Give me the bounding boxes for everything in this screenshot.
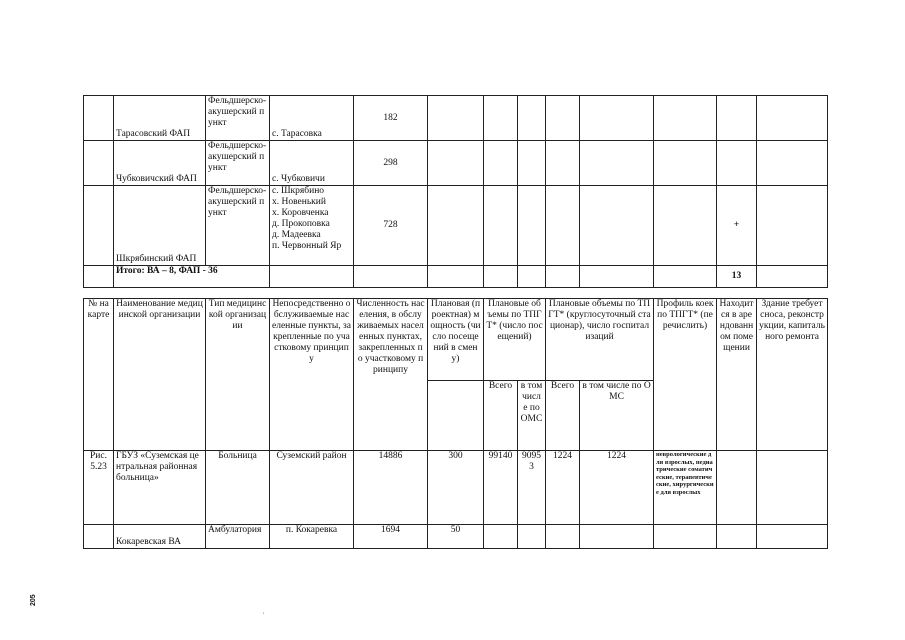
capacity-value: 50 — [428, 525, 484, 549]
header-volumes-tpgt: Плановые объемы по ТПГТ* (число посещений) — [484, 299, 546, 381]
hosp-total: 1224 — [546, 451, 580, 525]
header-name: Наименование медицинской организации — [114, 299, 206, 451]
facility-type: Фельдшерско-акушерский пункт — [206, 186, 270, 266]
header-volumes-inpatient: Плановые объемы по ТПГТ* (круглосуточный стационар), число госпитализаций — [546, 299, 654, 381]
rented-flag — [717, 451, 757, 525]
header-capacity: Плановая (проектная) мощность (число посещений в смену) — [428, 299, 484, 381]
facility-name: ГБУЗ «Суземская центральная районная больница» — [114, 451, 206, 525]
visits-total — [484, 525, 518, 549]
table-row — [84, 186, 828, 266]
capacity-value: 300 — [428, 451, 484, 525]
visits-total: 99140 — [484, 451, 518, 525]
total-row — [84, 266, 828, 288]
table-row — [84, 451, 828, 525]
rented-flag — [717, 141, 757, 186]
header-population: Численность населения, в обслуживаемых населенных пунктах, закрепленных по участковому принципу — [354, 299, 428, 451]
header-beds: Профиль коек по ТПГТ* (перечислить) — [654, 299, 717, 451]
header-building: Здание требует сноса, реконструкции, капитального ремонта — [757, 299, 828, 451]
population-value: 182 — [354, 96, 428, 141]
table-row — [84, 96, 828, 141]
main-table — [83, 298, 828, 549]
rented-flag — [717, 96, 757, 141]
facility-type: Фельдшерско-акушерский пункт — [206, 141, 270, 186]
header-served: Непосредственно обслуживаемые населенные пункты, закрепленные по участковому принципу — [270, 299, 354, 451]
header-total: Всего — [484, 381, 518, 451]
facility-name: Кокаревская ВА — [114, 525, 206, 549]
visits-oms — [518, 525, 546, 549]
served-places: п. Кокаревка — [270, 525, 354, 549]
header-row — [84, 299, 828, 381]
rented-flag: + — [717, 186, 757, 266]
header-num: № на карте — [84, 299, 114, 451]
header-total2: Всего — [546, 381, 580, 451]
facility-type: Амбулатория — [206, 525, 270, 549]
facility-name: Тарасовский ФАП — [114, 96, 206, 141]
beds-profile: неврологические для взрослых, педиатрические соматические, терапевтические, хирургические для взрослых — [654, 451, 717, 525]
header-incl-oms: в том числе по ОМС — [518, 381, 546, 451]
served-places: с. Шкрябино х. Новенький х. Коровченка д. Прокоповка д. Мадеевка п. Червонный Яр — [270, 186, 354, 266]
served-places: Суземский район — [270, 451, 354, 525]
scan-mark: , — [263, 609, 265, 615]
rented-flag — [717, 525, 757, 549]
header-type: Тип медицинской организации — [206, 299, 270, 451]
total-value: 13 — [717, 266, 757, 288]
building-flag — [757, 451, 828, 525]
map-num — [84, 525, 114, 549]
population-value: 1694 — [354, 525, 428, 549]
served-places: с. Тарасовка — [270, 96, 354, 141]
top-table — [83, 95, 828, 288]
visits-oms: 90953 — [518, 451, 546, 525]
beds-profile — [654, 525, 717, 549]
population-value: 298 — [354, 141, 428, 186]
facility-name: Чубковичский ФАП — [114, 141, 206, 186]
facility-name: Шкрябинский ФАП — [114, 186, 206, 266]
population-value: 728 — [354, 186, 428, 266]
building-flag — [757, 525, 828, 549]
served-places: с. Чубковичи — [270, 141, 354, 186]
header-rented: Находится в арендованном помещении — [717, 299, 757, 451]
total-label: Итого: ВА – 8, ФАП - 36 — [114, 266, 270, 288]
facility-type: Больница — [206, 451, 270, 525]
table-row — [84, 525, 828, 549]
table-row — [84, 141, 828, 186]
header-incl-oms2: в том числе по ОМС — [580, 381, 654, 451]
map-num: Рис. 5.23 — [84, 451, 114, 525]
page-number: 205 — [30, 594, 37, 606]
hosp-oms: 1224 — [580, 451, 654, 525]
hosp-oms — [580, 525, 654, 549]
hosp-total — [546, 525, 580, 549]
population-value: 14886 — [354, 451, 428, 525]
facility-type: Фельдшерско-акушерский пункт — [206, 96, 270, 141]
